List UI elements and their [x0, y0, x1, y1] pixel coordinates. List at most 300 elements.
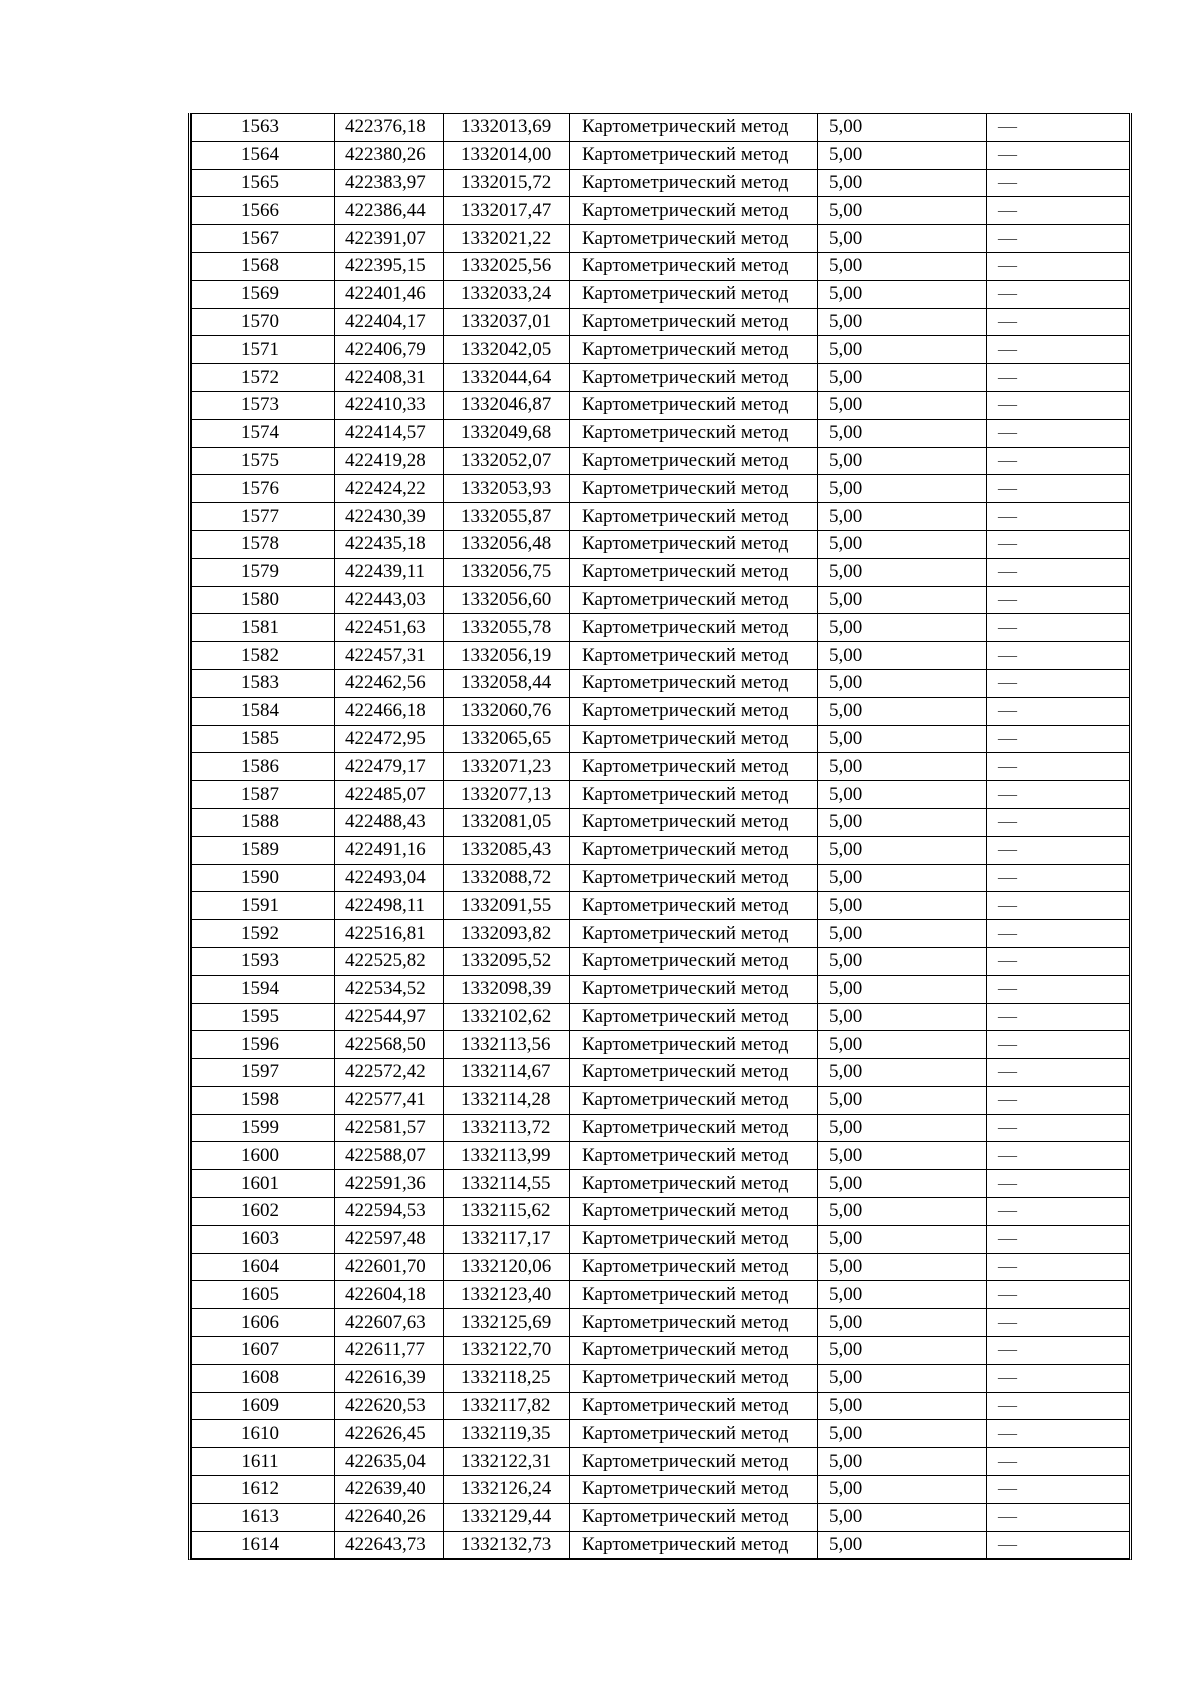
x-coordinate-cell: 422406,79 — [335, 336, 444, 364]
table-row — [192, 169, 1130, 197]
accuracy-cell: 5,00 — [818, 614, 987, 642]
description-cell: — — [987, 114, 1130, 142]
x-coordinate-cell: 422404,17 — [335, 308, 444, 336]
accuracy-cell: 5,00 — [818, 1059, 987, 1087]
table-row — [192, 586, 1130, 614]
method-cell: Картометрический метод — [570, 252, 818, 280]
table-row — [192, 1392, 1130, 1420]
description-cell: — — [987, 669, 1130, 697]
y-coordinate-cell: 1332056,60 — [444, 586, 570, 614]
point-number-cell: 1609 — [192, 1392, 335, 1420]
table-row — [192, 336, 1130, 364]
method-cell: Картометрический метод — [570, 475, 818, 503]
x-coordinate-cell: 422466,18 — [335, 697, 444, 725]
point-number-cell: 1574 — [192, 419, 335, 447]
accuracy-cell: 5,00 — [818, 753, 987, 781]
method-cell: Картометрический метод — [570, 336, 818, 364]
description-cell: — — [987, 892, 1130, 920]
y-coordinate-cell: 1332098,39 — [444, 975, 570, 1003]
method-cell: Картометрический метод — [570, 920, 818, 948]
description-cell: — — [987, 1059, 1130, 1087]
table-row — [192, 1225, 1130, 1253]
y-coordinate-cell: 1332056,75 — [444, 558, 570, 586]
table-row — [192, 1281, 1130, 1309]
description-cell: — — [987, 1253, 1130, 1281]
table-row — [192, 614, 1130, 642]
table-row — [192, 864, 1130, 892]
coordinates-table-frame — [188, 113, 1132, 1560]
description-cell: — — [987, 1031, 1130, 1059]
x-coordinate-cell: 422591,36 — [335, 1170, 444, 1198]
accuracy-cell: 5,00 — [818, 225, 987, 253]
x-coordinate-cell: 422639,40 — [335, 1476, 444, 1504]
description-cell: — — [987, 364, 1130, 392]
x-coordinate-cell: 422498,11 — [335, 892, 444, 920]
description-cell: — — [987, 1309, 1130, 1337]
x-coordinate-cell: 422568,50 — [335, 1031, 444, 1059]
method-cell: Картометрический метод — [570, 1476, 818, 1504]
x-coordinate-cell: 422597,48 — [335, 1225, 444, 1253]
y-coordinate-cell: 1332122,70 — [444, 1337, 570, 1365]
y-coordinate-cell: 1332095,52 — [444, 947, 570, 975]
x-coordinate-cell: 422414,57 — [335, 419, 444, 447]
description-cell: — — [987, 1392, 1130, 1420]
method-cell: Картометрический метод — [570, 364, 818, 392]
y-coordinate-cell: 1332093,82 — [444, 920, 570, 948]
x-coordinate-cell: 422479,17 — [335, 753, 444, 781]
description-cell: — — [987, 1476, 1130, 1504]
y-coordinate-cell: 1332129,44 — [444, 1503, 570, 1531]
table-row — [192, 391, 1130, 419]
y-coordinate-cell: 1332015,72 — [444, 169, 570, 197]
point-number-cell: 1578 — [192, 530, 335, 558]
table-row — [192, 892, 1130, 920]
point-number-cell: 1599 — [192, 1114, 335, 1142]
y-coordinate-cell: 1332114,67 — [444, 1059, 570, 1087]
y-coordinate-cell: 1332114,28 — [444, 1086, 570, 1114]
accuracy-cell: 5,00 — [818, 1031, 987, 1059]
accuracy-cell: 5,00 — [818, 836, 987, 864]
method-cell: Картометрический метод — [570, 614, 818, 642]
y-coordinate-cell: 1332056,19 — [444, 642, 570, 670]
table-row — [192, 753, 1130, 781]
table-row — [192, 1003, 1130, 1031]
x-coordinate-cell: 422601,70 — [335, 1253, 444, 1281]
x-coordinate-cell: 422395,15 — [335, 252, 444, 280]
point-number-cell: 1581 — [192, 614, 335, 642]
x-coordinate-cell: 422443,03 — [335, 586, 444, 614]
accuracy-cell: 5,00 — [818, 1170, 987, 1198]
method-cell: Картометрический метод — [570, 1003, 818, 1031]
table-row — [192, 1476, 1130, 1504]
method-cell: Картометрический метод — [570, 947, 818, 975]
y-coordinate-cell: 1332046,87 — [444, 391, 570, 419]
point-number-cell: 1575 — [192, 447, 335, 475]
accuracy-cell: 5,00 — [818, 1503, 987, 1531]
y-coordinate-cell: 1332065,65 — [444, 725, 570, 753]
x-coordinate-cell: 422386,44 — [335, 197, 444, 225]
point-number-cell: 1564 — [192, 141, 335, 169]
description-cell: — — [987, 614, 1130, 642]
y-coordinate-cell: 1332102,62 — [444, 1003, 570, 1031]
y-coordinate-cell: 1332126,24 — [444, 1476, 570, 1504]
point-number-cell: 1566 — [192, 197, 335, 225]
accuracy-cell: 5,00 — [818, 1448, 987, 1476]
method-cell: Картометрический метод — [570, 225, 818, 253]
x-coordinate-cell: 422594,53 — [335, 1198, 444, 1226]
y-coordinate-cell: 1332119,35 — [444, 1420, 570, 1448]
description-cell: — — [987, 225, 1130, 253]
y-coordinate-cell: 1332071,23 — [444, 753, 570, 781]
description-cell: — — [987, 308, 1130, 336]
table-row — [192, 1503, 1130, 1531]
description-cell: — — [987, 947, 1130, 975]
method-cell: Картометрический метод — [570, 419, 818, 447]
y-coordinate-cell: 1332060,76 — [444, 697, 570, 725]
table-row — [192, 1198, 1130, 1226]
point-number-cell: 1563 — [192, 114, 335, 142]
method-cell: Картометрический метод — [570, 197, 818, 225]
description-cell: — — [987, 975, 1130, 1003]
point-number-cell: 1608 — [192, 1364, 335, 1392]
accuracy-cell: 5,00 — [818, 808, 987, 836]
table-row — [192, 1253, 1130, 1281]
table-row — [192, 558, 1130, 586]
table-row — [192, 1170, 1130, 1198]
description-cell: — — [987, 725, 1130, 753]
y-coordinate-cell: 1332077,13 — [444, 781, 570, 809]
x-coordinate-cell: 422462,56 — [335, 669, 444, 697]
table-row — [192, 447, 1130, 475]
point-number-cell: 1607 — [192, 1337, 335, 1365]
x-coordinate-cell: 422419,28 — [335, 447, 444, 475]
point-number-cell: 1596 — [192, 1031, 335, 1059]
description-cell: — — [987, 864, 1130, 892]
y-coordinate-cell: 1332017,47 — [444, 197, 570, 225]
y-coordinate-cell: 1332088,72 — [444, 864, 570, 892]
description-cell: — — [987, 169, 1130, 197]
point-number-cell: 1604 — [192, 1253, 335, 1281]
y-coordinate-cell: 1332113,99 — [444, 1142, 570, 1170]
description-cell: — — [987, 1198, 1130, 1226]
table-row — [192, 920, 1130, 948]
point-number-cell: 1610 — [192, 1420, 335, 1448]
description-cell: — — [987, 920, 1130, 948]
point-number-cell: 1587 — [192, 781, 335, 809]
table-row — [192, 1364, 1130, 1392]
method-cell: Картометрический метод — [570, 1170, 818, 1198]
method-cell: Картометрический метод — [570, 642, 818, 670]
point-number-cell: 1612 — [192, 1476, 335, 1504]
description-cell: — — [987, 836, 1130, 864]
y-coordinate-cell: 1332113,56 — [444, 1031, 570, 1059]
x-coordinate-cell: 422383,97 — [335, 169, 444, 197]
method-cell: Картометрический метод — [570, 169, 818, 197]
description-cell: — — [987, 336, 1130, 364]
accuracy-cell: 5,00 — [818, 1420, 987, 1448]
method-cell: Картометрический метод — [570, 781, 818, 809]
point-number-cell: 1595 — [192, 1003, 335, 1031]
description-cell: — — [987, 419, 1130, 447]
x-coordinate-cell: 422607,63 — [335, 1309, 444, 1337]
point-number-cell: 1591 — [192, 892, 335, 920]
description-cell: — — [987, 391, 1130, 419]
accuracy-cell: 5,00 — [818, 1142, 987, 1170]
accuracy-cell: 5,00 — [818, 308, 987, 336]
x-coordinate-cell: 422493,04 — [335, 864, 444, 892]
description-cell: — — [987, 1225, 1130, 1253]
point-number-cell: 1583 — [192, 669, 335, 697]
y-coordinate-cell: 1332115,62 — [444, 1198, 570, 1226]
description-cell: — — [987, 1531, 1130, 1559]
accuracy-cell: 5,00 — [818, 252, 987, 280]
accuracy-cell: 5,00 — [818, 892, 987, 920]
point-number-cell: 1569 — [192, 280, 335, 308]
description-cell: — — [987, 1281, 1130, 1309]
x-coordinate-cell: 422472,95 — [335, 725, 444, 753]
point-number-cell: 1565 — [192, 169, 335, 197]
table-row — [192, 642, 1130, 670]
y-coordinate-cell: 1332118,25 — [444, 1364, 570, 1392]
method-cell: Картометрический метод — [570, 530, 818, 558]
description-cell: — — [987, 642, 1130, 670]
description-cell: — — [987, 753, 1130, 781]
method-cell: Картометрический метод — [570, 1225, 818, 1253]
x-coordinate-cell: 422435,18 — [335, 530, 444, 558]
description-cell: — — [987, 1503, 1130, 1531]
x-coordinate-cell: 422410,33 — [335, 391, 444, 419]
x-coordinate-cell: 422485,07 — [335, 781, 444, 809]
y-coordinate-cell: 1332081,05 — [444, 808, 570, 836]
accuracy-cell: 5,00 — [818, 197, 987, 225]
table-row — [192, 669, 1130, 697]
table-row — [192, 1086, 1130, 1114]
description-cell: — — [987, 1337, 1130, 1365]
x-coordinate-cell: 422424,22 — [335, 475, 444, 503]
point-number-cell: 1605 — [192, 1281, 335, 1309]
table-row — [192, 530, 1130, 558]
accuracy-cell: 5,00 — [818, 697, 987, 725]
x-coordinate-cell: 422430,39 — [335, 503, 444, 531]
x-coordinate-cell: 422491,16 — [335, 836, 444, 864]
accuracy-cell: 5,00 — [818, 1309, 987, 1337]
method-cell: Картометрический метод — [570, 280, 818, 308]
description-cell: — — [987, 503, 1130, 531]
accuracy-cell: 5,00 — [818, 781, 987, 809]
description-cell: — — [987, 141, 1130, 169]
table-row — [192, 1420, 1130, 1448]
method-cell: Картометрический метод — [570, 141, 818, 169]
point-number-cell: 1588 — [192, 808, 335, 836]
description-cell: — — [987, 447, 1130, 475]
y-coordinate-cell: 1332132,73 — [444, 1531, 570, 1559]
y-coordinate-cell: 1332113,72 — [444, 1114, 570, 1142]
y-coordinate-cell: 1332013,69 — [444, 114, 570, 142]
point-number-cell: 1590 — [192, 864, 335, 892]
method-cell: Картометрический метод — [570, 1059, 818, 1087]
point-number-cell: 1603 — [192, 1225, 335, 1253]
method-cell: Картометрический метод — [570, 975, 818, 1003]
x-coordinate-cell: 422544,97 — [335, 1003, 444, 1031]
table-row — [192, 947, 1130, 975]
accuracy-cell: 5,00 — [818, 975, 987, 1003]
method-cell: Картометрический метод — [570, 447, 818, 475]
method-cell: Картометрический метод — [570, 836, 818, 864]
table-row — [192, 836, 1130, 864]
description-cell: — — [987, 781, 1130, 809]
method-cell: Картометрический метод — [570, 308, 818, 336]
description-cell: — — [987, 586, 1130, 614]
y-coordinate-cell: 1332042,05 — [444, 336, 570, 364]
table-row — [192, 1448, 1130, 1476]
accuracy-cell: 5,00 — [818, 114, 987, 142]
x-coordinate-cell: 422588,07 — [335, 1142, 444, 1170]
method-cell: Картометрический метод — [570, 1086, 818, 1114]
accuracy-cell: 5,00 — [818, 364, 987, 392]
method-cell: Картометрический метод — [570, 864, 818, 892]
accuracy-cell: 5,00 — [818, 419, 987, 447]
point-number-cell: 1585 — [192, 725, 335, 753]
description-cell: — — [987, 808, 1130, 836]
point-number-cell: 1602 — [192, 1198, 335, 1226]
method-cell: Картометрический метод — [570, 669, 818, 697]
point-number-cell: 1572 — [192, 364, 335, 392]
x-coordinate-cell: 422626,45 — [335, 1420, 444, 1448]
x-coordinate-cell: 422401,46 — [335, 280, 444, 308]
point-number-cell: 1577 — [192, 503, 335, 531]
table-row — [192, 975, 1130, 1003]
description-cell: — — [987, 1086, 1130, 1114]
table-row — [192, 781, 1130, 809]
table-row — [192, 1142, 1130, 1170]
description-cell: — — [987, 558, 1130, 586]
method-cell: Картометрический метод — [570, 503, 818, 531]
table-row — [192, 197, 1130, 225]
y-coordinate-cell: 1332120,06 — [444, 1253, 570, 1281]
point-number-cell: 1573 — [192, 391, 335, 419]
accuracy-cell: 5,00 — [818, 1253, 987, 1281]
accuracy-cell: 5,00 — [818, 920, 987, 948]
method-cell: Картометрический метод — [570, 558, 818, 586]
description-cell: — — [987, 1003, 1130, 1031]
point-number-cell: 1597 — [192, 1059, 335, 1087]
method-cell: Картометрический метод — [570, 1420, 818, 1448]
y-coordinate-cell: 1332056,48 — [444, 530, 570, 558]
table-row — [192, 252, 1130, 280]
point-number-cell: 1593 — [192, 947, 335, 975]
method-cell: Картометрический метод — [570, 1364, 818, 1392]
description-cell: — — [987, 1142, 1130, 1170]
method-cell: Картометрический метод — [570, 1114, 818, 1142]
description-cell: — — [987, 280, 1130, 308]
point-number-cell: 1611 — [192, 1448, 335, 1476]
method-cell: Картометрический метод — [570, 1448, 818, 1476]
method-cell: Картометрический метод — [570, 725, 818, 753]
y-coordinate-cell: 1332091,55 — [444, 892, 570, 920]
description-cell: — — [987, 1114, 1130, 1142]
point-number-cell: 1570 — [192, 308, 335, 336]
point-number-cell: 1579 — [192, 558, 335, 586]
method-cell: Картометрический метод — [570, 1142, 818, 1170]
x-coordinate-cell: 422643,73 — [335, 1531, 444, 1559]
x-coordinate-cell: 422408,31 — [335, 364, 444, 392]
table-row — [192, 225, 1130, 253]
method-cell: Картометрический метод — [570, 1392, 818, 1420]
x-coordinate-cell: 422376,18 — [335, 114, 444, 142]
accuracy-cell: 5,00 — [818, 169, 987, 197]
method-cell: Картометрический метод — [570, 892, 818, 920]
accuracy-cell: 5,00 — [818, 280, 987, 308]
y-coordinate-cell: 1332033,24 — [444, 280, 570, 308]
accuracy-cell: 5,00 — [818, 1531, 987, 1559]
accuracy-cell: 5,00 — [818, 447, 987, 475]
x-coordinate-cell: 422380,26 — [335, 141, 444, 169]
accuracy-cell: 5,00 — [818, 1281, 987, 1309]
table-row — [192, 141, 1130, 169]
y-coordinate-cell: 1332044,64 — [444, 364, 570, 392]
point-number-cell: 1594 — [192, 975, 335, 1003]
point-number-cell: 1598 — [192, 1086, 335, 1114]
method-cell: Картометрический метод — [570, 1309, 818, 1337]
method-cell: Картометрический метод — [570, 586, 818, 614]
accuracy-cell: 5,00 — [818, 475, 987, 503]
point-number-cell: 1589 — [192, 836, 335, 864]
point-number-cell: 1580 — [192, 586, 335, 614]
method-cell: Картометрический метод — [570, 1031, 818, 1059]
accuracy-cell: 5,00 — [818, 1086, 987, 1114]
accuracy-cell: 5,00 — [818, 1476, 987, 1504]
method-cell: Картометрический метод — [570, 391, 818, 419]
table-row — [192, 503, 1130, 531]
accuracy-cell: 5,00 — [818, 1198, 987, 1226]
x-coordinate-cell: 422391,07 — [335, 225, 444, 253]
x-coordinate-cell: 422577,41 — [335, 1086, 444, 1114]
y-coordinate-cell: 1332055,78 — [444, 614, 570, 642]
accuracy-cell: 5,00 — [818, 391, 987, 419]
description-cell: — — [987, 197, 1130, 225]
description-cell: — — [987, 1364, 1130, 1392]
x-coordinate-cell: 422611,77 — [335, 1337, 444, 1365]
method-cell: Картометрический метод — [570, 1198, 818, 1226]
accuracy-cell: 5,00 — [818, 1392, 987, 1420]
table-row — [192, 114, 1130, 142]
y-coordinate-cell: 1332122,31 — [444, 1448, 570, 1476]
y-coordinate-cell: 1332058,44 — [444, 669, 570, 697]
description-cell: — — [987, 697, 1130, 725]
x-coordinate-cell: 422616,39 — [335, 1364, 444, 1392]
accuracy-cell: 5,00 — [818, 1337, 987, 1365]
point-number-cell: 1567 — [192, 225, 335, 253]
point-number-cell: 1613 — [192, 1503, 335, 1531]
table-row — [192, 280, 1130, 308]
point-number-cell: 1614 — [192, 1531, 335, 1559]
y-coordinate-cell: 1332055,87 — [444, 503, 570, 531]
description-cell: — — [987, 252, 1130, 280]
accuracy-cell: 5,00 — [818, 947, 987, 975]
point-number-cell: 1586 — [192, 753, 335, 781]
table-row — [192, 1059, 1130, 1087]
table-row — [192, 475, 1130, 503]
description-cell: — — [987, 1170, 1130, 1198]
description-cell: — — [987, 475, 1130, 503]
table-row — [192, 725, 1130, 753]
accuracy-cell: 5,00 — [818, 558, 987, 586]
y-coordinate-cell: 1332049,68 — [444, 419, 570, 447]
y-coordinate-cell: 1332117,17 — [444, 1225, 570, 1253]
accuracy-cell: 5,00 — [818, 1003, 987, 1031]
y-coordinate-cell: 1332117,82 — [444, 1392, 570, 1420]
y-coordinate-cell: 1332052,07 — [444, 447, 570, 475]
